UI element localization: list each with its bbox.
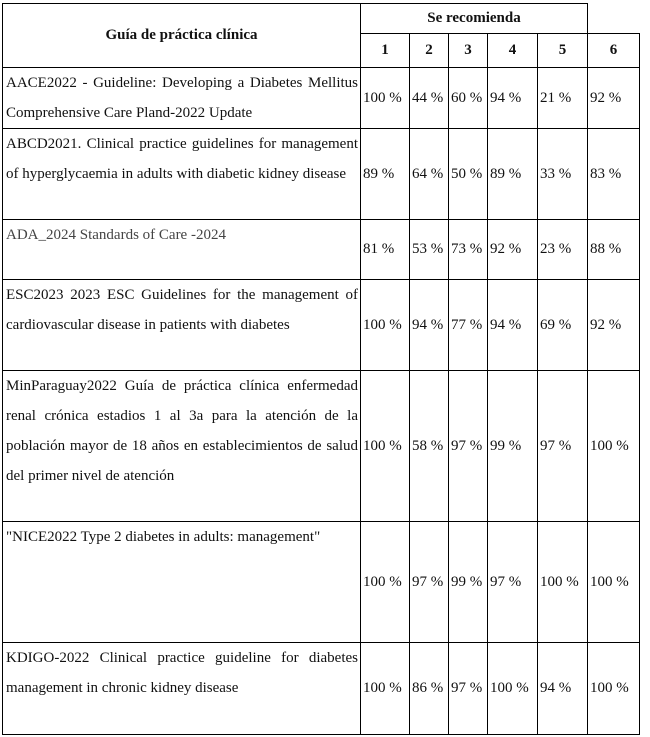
- value-cell: 100 %: [361, 643, 410, 735]
- value-cell: 94 %: [538, 643, 588, 735]
- column-header-6: 6: [588, 34, 640, 68]
- value-cell: 58 %: [410, 371, 449, 522]
- guideline-name: ESC2023 2023 ESC Guidelines for the management of cardiovascular disease in patients with diabetes: [3, 280, 361, 371]
- value-cell: 86 %: [410, 643, 449, 735]
- value-cell: 94 %: [410, 280, 449, 371]
- value-cell: 92 %: [488, 220, 538, 280]
- guide-column-header: Guía de práctica clínica: [3, 4, 361, 68]
- header-row-1: [3, 4, 640, 34]
- value-cell: 100 %: [361, 371, 410, 522]
- value-cell: 99 %: [488, 371, 538, 522]
- value-cell: 97 %: [449, 371, 488, 522]
- guideline-name: AACE2022 - Guideline: Developing a Diabetes Mellitus Comprehensive Care Pland-2022 Update: [3, 68, 361, 129]
- guideline-name: "NICE2022 Type 2 diabetes in adults: management": [3, 522, 361, 643]
- column-header-3: 3: [449, 34, 488, 68]
- header-blank-cell: [588, 4, 640, 34]
- guideline-name: ADA_2024 Standards of Care -2024: [3, 220, 361, 280]
- value-cell: 99 %: [449, 522, 488, 643]
- guideline-name: ABCD2021. Clinical practice guidelines for management of hyperglycaemia in adults with diabetic kidney disease: [3, 129, 361, 220]
- value-cell: 64 %: [410, 129, 449, 220]
- guideline-name: MinParaguay2022 Guía de práctica clínica enfermedad renal crónica estadios 1 al 3a para la atención de la población mayor de 18 años en establecimientos de salud del primer nivel de atención: [3, 371, 361, 522]
- table-row: [3, 280, 640, 371]
- value-cell: 89 %: [361, 129, 410, 220]
- value-cell: 92 %: [588, 68, 640, 129]
- value-cell: 92 %: [588, 280, 640, 371]
- table-row: [3, 220, 640, 280]
- column-header-4: 4: [488, 34, 538, 68]
- value-cell: 94 %: [488, 280, 538, 371]
- value-cell: 81 %: [361, 220, 410, 280]
- value-cell: 53 %: [410, 220, 449, 280]
- value-cell: 23 %: [538, 220, 588, 280]
- value-cell: 97 %: [410, 522, 449, 643]
- value-cell: 44 %: [410, 68, 449, 129]
- table-row: [3, 68, 640, 129]
- value-cell: 100 %: [588, 643, 640, 735]
- value-cell: 83 %: [588, 129, 640, 220]
- value-cell: 69 %: [538, 280, 588, 371]
- value-cell: 100 %: [588, 522, 640, 643]
- value-cell: 100 %: [588, 371, 640, 522]
- table-row: [3, 129, 640, 220]
- recommended-group-header: Se recomienda: [361, 4, 588, 34]
- value-cell: 100 %: [361, 68, 410, 129]
- value-cell: 33 %: [538, 129, 588, 220]
- table-row: [3, 522, 640, 643]
- column-header-5: 5: [538, 34, 588, 68]
- value-cell: 88 %: [588, 220, 640, 280]
- value-cell: 100 %: [538, 522, 588, 643]
- value-cell: 100 %: [361, 522, 410, 643]
- value-cell: 77 %: [449, 280, 488, 371]
- guidelines-table: [2, 3, 640, 735]
- value-cell: 97 %: [488, 522, 538, 643]
- value-cell: 94 %: [488, 68, 538, 129]
- value-cell: 97 %: [538, 371, 588, 522]
- table-row: [3, 371, 640, 522]
- table-row: [3, 643, 640, 735]
- value-cell: 100 %: [361, 280, 410, 371]
- column-header-2: 2: [410, 34, 449, 68]
- value-cell: 21 %: [538, 68, 588, 129]
- value-cell: 97 %: [449, 643, 488, 735]
- value-cell: 89 %: [488, 129, 538, 220]
- value-cell: 50 %: [449, 129, 488, 220]
- column-header-1: 1: [361, 34, 410, 68]
- value-cell: 60 %: [449, 68, 488, 129]
- value-cell: 100 %: [488, 643, 538, 735]
- guideline-name: KDIGO-2022 Clinical practice guideline for diabetes management in chronic kidney disease: [3, 643, 361, 735]
- value-cell: 73 %: [449, 220, 488, 280]
